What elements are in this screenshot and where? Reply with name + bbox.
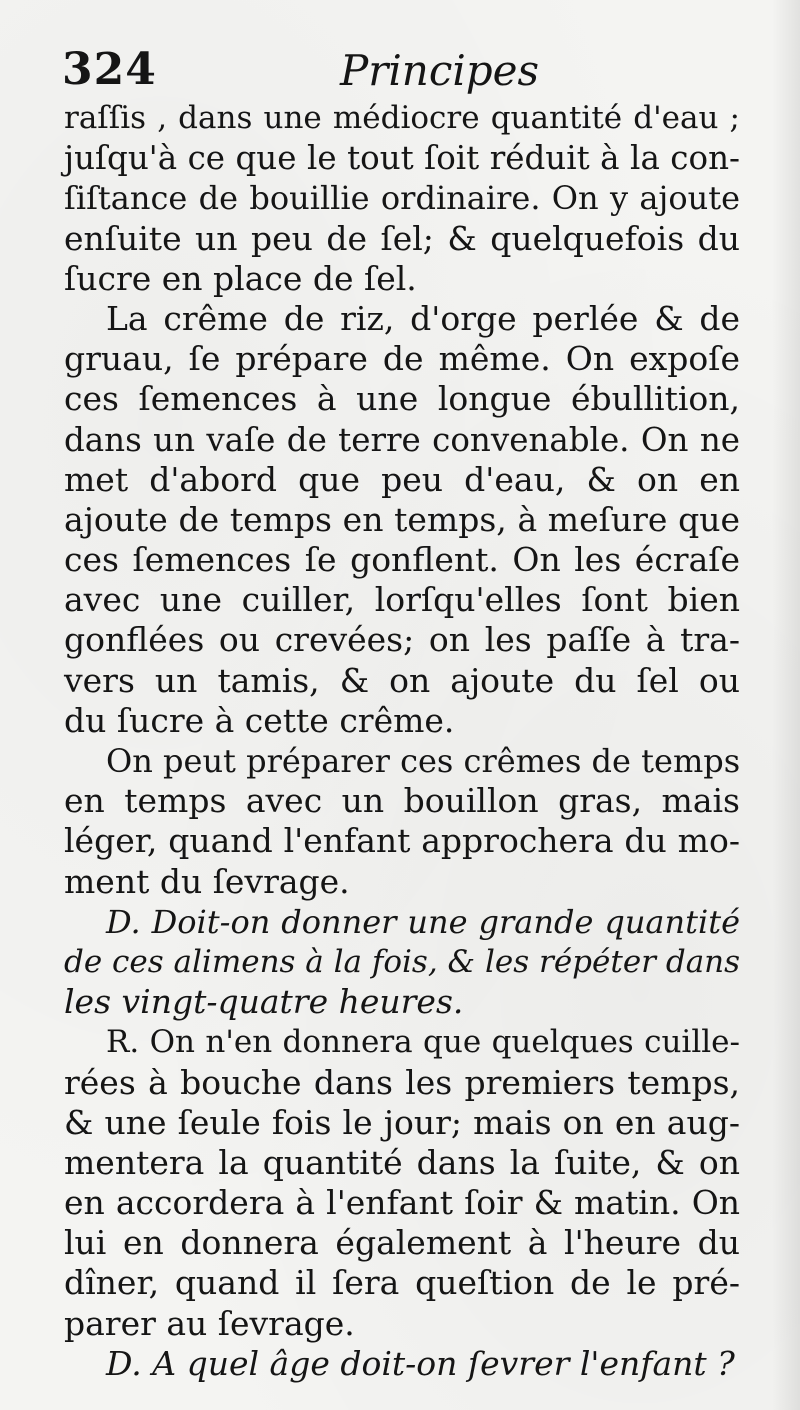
text-line: ces ſemences ſe gonflent. On les écraſe xyxy=(64,540,740,580)
text-line: ajoute de temps en temps, à meſure que xyxy=(64,499,740,539)
text-line: du ſucre à cette crême. xyxy=(64,700,455,740)
text-line: met d'abord que peu d'eau, & on en xyxy=(64,459,740,499)
text-line: raſſis , dans une médiocre quantité d'eau ; xyxy=(64,100,740,136)
text-line: mentera la quantité dans la ſuite, & on xyxy=(64,1142,740,1182)
text-line: enſuite un peu de ſel; & quelquefois du xyxy=(64,218,740,258)
text-line: ſiſtance de bouillie ordinaire. On y ajoute xyxy=(64,179,740,218)
text-line: vers un tamis, & on ajoute du ſel ou xyxy=(64,660,740,700)
text-line: léger, quand l'enfant approchera du mo- xyxy=(64,821,740,861)
text-line: gonflées ou crevées; on les paſſe à tra- xyxy=(64,620,740,660)
text-line: en accordera à l'enfant ſoir & matin. On xyxy=(64,1183,740,1223)
body-text xyxy=(64,98,740,1384)
text-line: avec une cuiller, lorſqu'elles ſont bien xyxy=(64,580,740,620)
text-line: lui en donnera également à l'heure du xyxy=(64,1223,740,1263)
text-line: La crême de riz, d'orge perlée & de xyxy=(106,298,740,338)
page-edge-shadow xyxy=(772,0,800,1410)
text-line: rées à bouche dans les premiers temps, xyxy=(64,1062,740,1102)
text-line: les vingt-quatre heures. xyxy=(64,982,464,1022)
text-line: dîner, quand il ſera queſtion de le pré- xyxy=(64,1263,740,1303)
page-number: 324 xyxy=(62,44,157,95)
text-line: D. Doit-on donner une grande quantité xyxy=(106,902,740,941)
text-line: & une ſeule fois le jour; mais on en aug- xyxy=(64,1102,740,1142)
text-line: ment du ſevrage. xyxy=(64,861,350,901)
text-line: R. On n'en donnera que quelques cuille- xyxy=(106,1024,740,1061)
text-line: parer au ſevrage. xyxy=(64,1303,355,1343)
page-header xyxy=(62,40,742,100)
running-head: Principes xyxy=(340,46,540,95)
text-line: en temps avec un bouillon gras, mais xyxy=(64,781,740,821)
text-line: juſqu'à ce que le tout ſoit réduit à la con- xyxy=(64,139,740,178)
text-line: de ces alimens à la fois, & les répéter dans xyxy=(64,943,741,980)
text-line: ces ſemences à une longue ébullition, xyxy=(64,379,740,419)
text-line: gruau, ſe prépare de même. On expoſe xyxy=(64,339,740,379)
text-line: D. A quel âge doit-on ſevrer l'enfant ? xyxy=(106,1343,735,1383)
text-line: ſucre en place de ſel. xyxy=(64,258,417,298)
text-line: dans un vaſe de terre convenable. On ne xyxy=(64,420,740,459)
text-line: On peut préparer ces crêmes de temps xyxy=(106,742,741,780)
